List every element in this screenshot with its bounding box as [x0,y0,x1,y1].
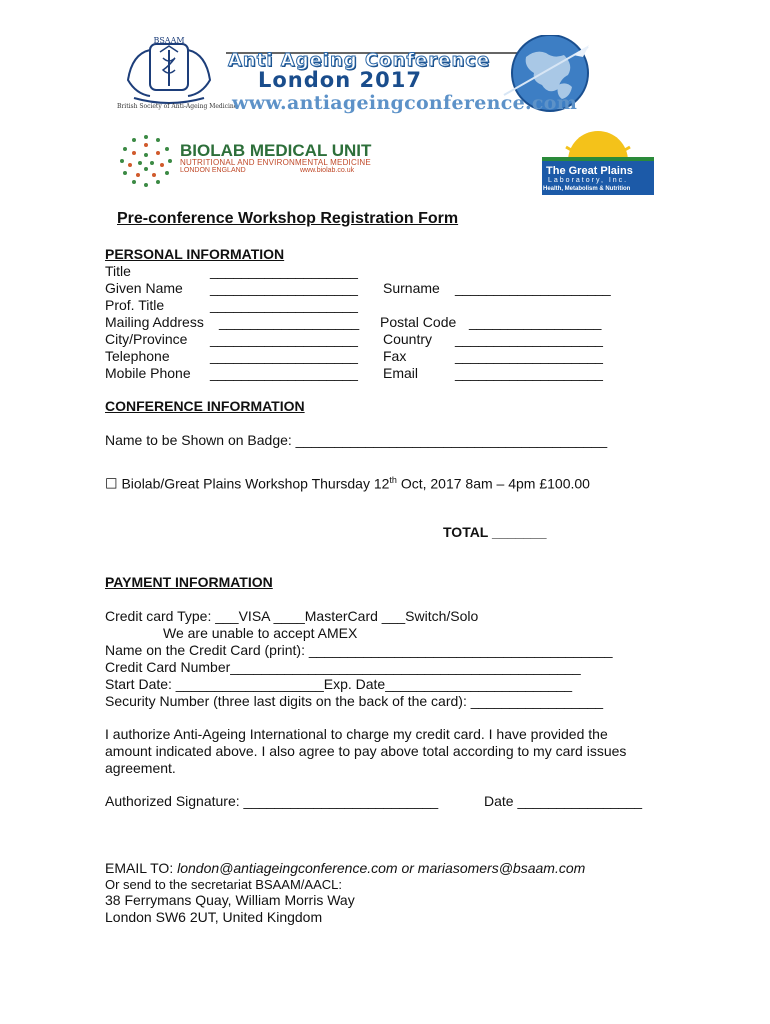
authorization-text-1: I authorize Anti-Ageing International to charge my credit card. I have provided the [105,726,608,742]
personal-info-heading: PERSONAL INFORMATION [105,246,285,262]
crest-label: BSAAM [153,36,185,45]
workshop-option[interactable] [105,472,590,493]
title-label: Title [105,263,131,279]
biolab-name: BIOLAB MEDICAL UNIT [180,141,372,160]
secretariat-note: Or send to the secretariat BSAAM/AACL: [105,877,342,892]
given-name-field[interactable]: ___________________ [210,280,358,296]
workshop-date-suffix: th [389,475,397,485]
workshop-text-rest: Oct, 2017 8am – 4pm £100.00 [396,475,590,492]
address-line-2: London SW6 2UT, United Kingdom [105,909,323,925]
mobile-phone-label: Mobile Phone [105,365,191,381]
surname-field[interactable]: ____________________ [455,280,611,296]
biolab-logo-icon [118,133,174,189]
country-field[interactable]: ___________________ [455,331,603,347]
bsaam-crest-logo [120,36,218,110]
mailing-address-field[interactable]: __________________ [219,314,360,330]
address-line-1: 38 Ferrymans Quay, William Morris Way [105,892,355,908]
name-on-card-field[interactable]: Name on the Credit Card (print): _______________________________________ [105,642,613,658]
payment-info-heading: PAYMENT INFORMATION [105,574,273,590]
badge-name-field[interactable]: Name to be Shown on Badge: ________________________________________ [105,432,608,448]
conference-url: www.antiageingconference.com [232,92,578,114]
workshop-text: Biolab/Great Plains Workshop Thursday 12 [121,475,390,492]
signature-field[interactable]: Authorized Signature: _________________________ [105,793,439,809]
fax-field[interactable]: ___________________ [455,348,603,364]
great-plains-name: The Great Plains [546,165,633,177]
telephone-field[interactable]: ___________________ [210,348,358,364]
crest-caption: British Society of Anti-Ageing Medicine [117,103,238,110]
email-to-line [105,860,585,877]
city-province-field[interactable]: ___________________ [210,331,358,347]
email-label: Email [383,365,419,381]
amex-note: We are unable to accept AMEX [163,625,358,641]
biolab-location: LONDON ENGLAND [180,167,246,174]
prof-title-field[interactable]: ___________________ [210,297,358,313]
biolab-url: www.biolab.co.uk [300,167,355,174]
great-plains-tagline: Health, Metabolism & Nutrition [543,186,631,192]
authorization-text-2: amount indicated above. I also agree to pay above total according to my card issues [105,743,627,759]
authorization-text-3: agreement. [105,760,176,776]
given-name-label: Given Name [105,280,183,296]
email-field[interactable]: ___________________ [455,365,603,381]
city-province-label: City/Province [105,331,188,347]
postal-code-label: Postal Code [380,314,457,330]
form-title: Pre-conference Workshop Registration Form [117,210,459,227]
title-field[interactable]: ___________________ [210,263,358,279]
mobile-phone-field[interactable]: ___________________ [210,365,358,381]
security-number-field[interactable]: Security Number (three last digits on the back of the card): _________________ [105,693,604,709]
fax-label: Fax [383,348,407,364]
prof-title-label: Prof. Title [105,297,165,313]
total-field[interactable]: TOTAL _______ [443,524,547,540]
surname-label: Surname [383,280,440,296]
mailing-address-label: Mailing Address [105,314,204,330]
biolab-subtitle: NUTRITIONAL AND ENVIRONMENTAL MEDICINE [180,158,371,167]
date-field[interactable]: Date ________________ [484,793,643,809]
great-plains-lab: Laboratory, Inc. [548,177,629,184]
postal-code-field[interactable]: _________________ [469,314,602,330]
country-label: Country [383,331,433,347]
start-exp-date-field[interactable]: Start Date: ___________________Exp. Date________________________ [105,676,573,692]
checkbox-icon[interactable]: ☐ [105,475,118,492]
conference-title: Anti Ageing Conference [228,50,491,71]
card-type-field[interactable]: Credit card Type: ___VISA ____MasterCard ___Switch/Solo [105,608,479,624]
email-to-label: EMAIL TO: [105,860,178,876]
conference-subtitle: London 2017 [258,68,422,92]
telephone-label: Telephone [105,348,170,364]
conference-info-heading: CONFERENCE INFORMATION [105,398,305,414]
card-number-field[interactable]: Credit Card Number_____________________________________________ [105,659,581,675]
email-addresses[interactable]: london@antiageingconference.com or mariasomers@bsaam.com [177,860,586,876]
